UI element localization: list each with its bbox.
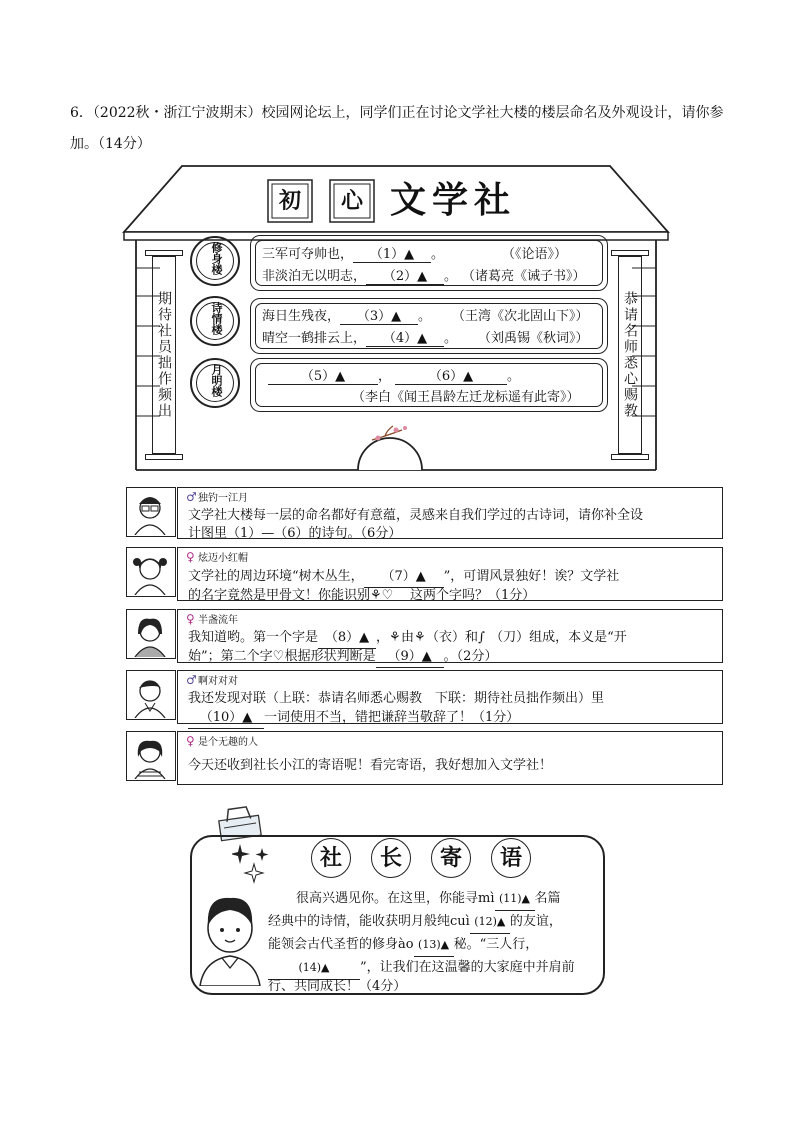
chat-username-1: ♂独钓一江月 [186,490,248,504]
chat-username-4: ♂啊对对对 [186,673,238,687]
chat-text-4a: 我还发现对联（上联：恭请名师悉心赐教 下联：期待社员拙作频出）里 [188,691,605,706]
chat-text-1b: 计图里（1）—（6）的诗句。（6分） [188,526,402,541]
card-title-char-1: 社 [311,838,351,878]
female-icon: ♀ [186,734,195,748]
card-title-char-4: 语 [491,838,531,878]
female-icon: ♀ [186,612,195,626]
poem-source-2: （诸葛亮《诫子书》） [462,269,586,284]
chat-text-2b: 的名字竟然是甲骨文！你能识别⚘♡ 这两个字吗？（1分） [188,585,535,606]
blank-2[interactable]: （2）▲ [366,265,444,285]
oracle-glyph-icon: ⚘ [389,630,401,645]
card-title-char-3: 寄 [431,838,471,878]
blank-7[interactable]: （7）▲ [364,566,444,588]
oracle-glyph-xin: 心 [340,188,363,214]
floor-badge-shiqing: 诗情楼 [190,296,240,346]
blank-13[interactable]: (13)▲ [414,933,454,957]
floor-badge-xiushen: 修身楼 [190,236,240,286]
question-stem-line2: 加。（14分） [70,136,151,152]
chat-text-2a: 文学社的周边环境“树木丛生， （7）▲ ”，可谓风景独好！诶？文学社 [188,566,619,588]
right-scroll-bottom-cap [611,454,649,460]
chat-text-3a: 我知道哟。第一个字是 （8）▲ ，⚘由⚘（衣）和∫ （刀）组成，本义是“开 [188,627,627,649]
poem-source-1: （《论语》） [502,247,568,262]
chat-username-3: ♀ 半盏流年 [186,612,238,626]
avatar [126,670,176,720]
chat-username-5: ♀ 是个无趣的人 [186,734,258,748]
card-title-char-2: 长 [371,838,411,878]
blank-4[interactable]: （4）▲ [366,327,444,347]
left-scroll-bottom-cap [145,454,183,460]
blank-10[interactable]: （10）▲ [188,707,264,729]
male-icon: ♂ [186,673,197,687]
poem-source-5: （李白《闻王昌龄左迁龙标遥有此寄》） [352,390,580,405]
club-president-avatar [196,890,266,986]
blank-5[interactable]: （5）▲ [268,365,378,385]
poem-line-1: 三军可夺帅也， （1）▲ 。 [262,243,444,263]
oracle-glyph-icon: ⚘ [414,630,426,645]
question-stem-line1: 6．（2022秋・浙江宁波期末）校园网论坛上，同学们正在讨论文学社大楼的楼层命名及外观设计，请你参 [70,105,724,121]
chat-text-4b: （10）▲ 一词使用不当，错把谦辞当敬辞了！（1分） [188,707,519,729]
oracle-glyph-pair-icon: ⚘♡ [370,588,394,603]
letter-line-2: 经典中的诗情，能收获明月般纯cuì (12)▲ 的友谊， [268,910,562,934]
letter-line-5: 行、共同成长！（4分） [268,979,407,994]
poem-line-5-6: （5）▲ ， （6）▲ 。 [268,365,520,385]
poem-line-2: 非淡泊无以明志， （2）▲ 。 [262,265,457,285]
avatar [126,609,176,659]
oracle-glyph-icon: ∫ [478,630,485,645]
blank-6[interactable]: （6）▲ [395,365,507,385]
floor-badge-yueming: 月明楼 [190,358,240,408]
left-couplet: 期待社员拙作频出 [152,256,176,454]
blank-11[interactable]: (11)▲ [495,887,535,911]
oracle-glyph-chu: 初 [278,188,301,214]
letter-line-1: 很高兴遇见你。在这里，你能寻mì (11)▲ 名篇 [296,887,561,911]
female-icon: ♀ [186,550,195,564]
sparkle-icon [232,842,280,890]
literary-club-title: 文学社 [390,179,517,221]
chat-username-2: ♀ 炫迈小红帽 [186,550,248,564]
blank-1[interactable]: （1）▲ [353,243,431,263]
poem-source-3: （王湾《次北固山下》） [452,309,589,324]
male-icon: ♂ [186,490,197,504]
blank-9[interactable]: （9）▲ [376,646,444,668]
chat-text-1a: 文学社大楼每一层的命名都好有意蕴，灵感来自我们学过的古诗词，请你补全设 [188,508,644,523]
letter-line-3: 能领会古代圣哲的修身ào (13)▲ 秘。“三人行， [268,933,538,957]
avatar [126,731,176,781]
blank-8[interactable]: （8）▲ [318,627,376,649]
avatar [126,487,176,537]
oracle-glyph-icon: ♡ [272,649,285,664]
blank-14[interactable]: (14)▲ [268,956,360,980]
chat-text-3b: 始”；第二个字♡根据形状判断是 （9）▲ 。（2分） [188,646,497,668]
letter-line-4: (14)▲ ”，让我们在这温馨的大家庭中并肩前 [268,956,575,980]
blank-12[interactable]: (12)▲ [470,910,510,934]
blank-3[interactable]: （3）▲ [340,305,418,325]
chat-text-5: 今天还收到社长小江的寄语呢！看完寄语，我好想加入文学社！ [188,758,553,773]
avatar [126,547,176,597]
poem-source-4: （刘禹锡《秋词》） [478,331,589,346]
poem-line-3: 海日生残夜， （3）▲ 。 [262,305,431,325]
poem-line-4: 晴空一鹤排云上， （4）▲ 。 [262,327,457,347]
right-couplet: 恭请名师悉心赐教 [618,256,642,454]
